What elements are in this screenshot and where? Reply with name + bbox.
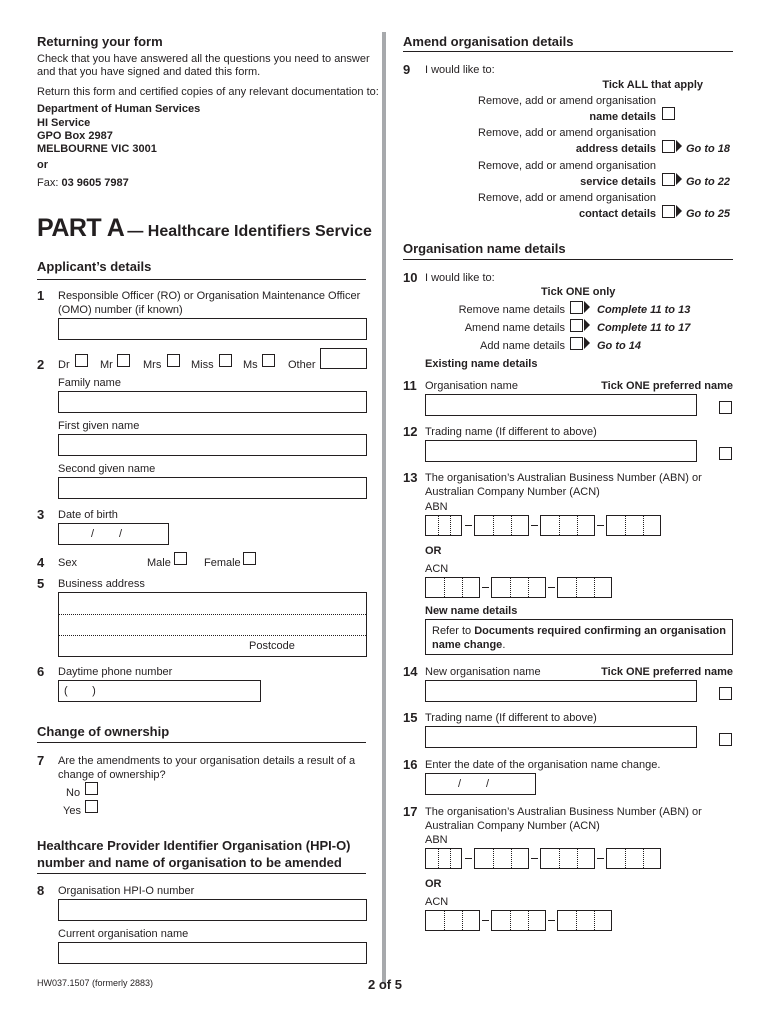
acn2-dash-2 — [548, 920, 555, 921]
hpio-rule — [37, 873, 366, 874]
fax-label: Fax: — [37, 177, 59, 189]
change-date-sep-1: / — [458, 778, 462, 790]
q13-number: 13 — [403, 470, 418, 485]
part-heading — [37, 214, 372, 243]
address-divider-1 — [59, 614, 366, 615]
opt4-line-1: Remove, add or amend organisation — [478, 192, 656, 204]
or-label: or — [37, 159, 48, 171]
abn-input-group-4[interactable] — [606, 515, 661, 536]
no-label: No — [66, 787, 81, 799]
yes-label: Yes — [63, 805, 81, 817]
second-given-name-label: Second given name — [58, 463, 156, 475]
remove-name-checkbox[interactable] — [570, 301, 583, 314]
acn2-input-group-2[interactable] — [491, 910, 546, 931]
title-dr-label: Dr — [58, 359, 70, 371]
arrow-right-icon — [584, 301, 590, 313]
refer-note-link-2: name change — [432, 639, 503, 651]
tick-all-label: Tick ALL that apply — [602, 79, 703, 91]
business-address-input[interactable] — [58, 592, 367, 657]
acn-input-group-1[interactable] — [425, 577, 480, 598]
name-details-title: Organisation name details — [403, 241, 566, 256]
abn-label: ABN — [425, 501, 448, 513]
address-line-1: Department of Human Services — [37, 103, 201, 115]
address-line-2: HI Service — [37, 117, 91, 129]
amend-rule — [403, 51, 733, 52]
title-other-label: Other — [288, 359, 316, 371]
abn2-input-group-4[interactable] — [606, 848, 661, 869]
opt1-line-2: name details — [589, 111, 656, 123]
returning-intro-2: and that you have signed and dated this form. — [37, 66, 261, 78]
tick-one-label: Tick ONE only — [541, 286, 616, 298]
abn2-input-group-3[interactable] — [540, 848, 595, 869]
address-divider-2 — [59, 635, 366, 636]
new-org-name-input[interactable] — [425, 680, 697, 702]
q1-number: 1 — [37, 288, 45, 303]
first-given-name-input[interactable] — [58, 434, 367, 456]
business-address-label: Business address — [58, 578, 145, 590]
dob-sep-1: / — [91, 528, 95, 540]
dob-input[interactable] — [58, 523, 169, 545]
q16-label: Enter the date of the organisation name change. — [425, 759, 661, 771]
q3-number: 3 — [37, 507, 45, 522]
ownership-rule — [37, 742, 366, 743]
title-dr-checkbox[interactable] — [75, 354, 88, 367]
abn-dash-2 — [531, 525, 538, 526]
q13-label-1: The organisation’s Australian Business Number (ABN) or — [425, 472, 702, 484]
existing-name-heading: Existing name details — [425, 358, 538, 370]
abn2-label: ABN — [425, 834, 448, 846]
q17-label-2: Australian Company Number (ACN) — [425, 820, 600, 832]
q14-label: New organisation name — [425, 666, 541, 678]
new-name-heading: New name details — [425, 605, 518, 617]
applicant-rule — [37, 279, 366, 280]
name-details-rule — [403, 259, 733, 260]
page-number: 2 of 5 — [368, 977, 402, 992]
second-given-name-input[interactable] — [58, 477, 367, 499]
amend-name-label: Amend name details — [464, 322, 565, 334]
opt3-line-2: service details — [580, 176, 656, 188]
arrow-right-icon — [676, 140, 682, 152]
return-text: Return this form and certified copies of any relevant documentation to: — [37, 86, 379, 98]
add-name-label: Add name details — [480, 340, 565, 352]
q11-label: Organisation name — [425, 380, 518, 392]
part-subtitle: — Healthcare Identifiers Service — [127, 223, 372, 240]
q7-number: 7 — [37, 753, 45, 768]
q6-number: 6 — [37, 664, 45, 679]
hpio-title-2: number and name of organisation to be amended — [37, 855, 342, 870]
add-name-goto: Go to 14 — [597, 340, 642, 352]
opt4-goto: Go to 25 — [686, 208, 731, 220]
new-org-name-pref-checkbox[interactable] — [719, 687, 732, 700]
returning-title: Returning your form — [37, 34, 163, 49]
acn-input-group-2[interactable] — [491, 577, 546, 598]
phone-input[interactable] — [58, 680, 261, 702]
service-details-checkbox[interactable] — [662, 173, 675, 186]
sex-label: Sex — [58, 557, 77, 569]
current-org-name-label: Current organisation name — [58, 928, 189, 940]
remove-name-goto: Complete 11 to 13 — [597, 304, 691, 316]
title-mrs-label: Mrs — [143, 359, 162, 371]
amend-name-goto: Complete 11 to 17 — [597, 322, 691, 334]
abn2-dash-3 — [597, 858, 604, 859]
or-label-2: OR — [425, 878, 442, 890]
amend-name-checkbox[interactable] — [570, 319, 583, 332]
hpio-number-input[interactable] — [58, 899, 367, 921]
q12-label: Trading name (If different to above) — [425, 426, 597, 438]
q13-label-2: Australian Company Number (ACN) — [425, 486, 600, 498]
no-checkbox[interactable] — [85, 782, 98, 795]
title-other-input[interactable] — [320, 348, 367, 369]
q9-number: 9 — [403, 62, 411, 77]
acn2-label: ACN — [425, 896, 449, 908]
dob-sep-2: / — [119, 528, 123, 540]
q1-label-2: (OMO) number (if known) — [58, 304, 183, 316]
family-name-label: Family name — [58, 377, 121, 389]
q2-number: 2 — [37, 357, 45, 372]
abn2-dash-1 — [465, 858, 472, 859]
q7-label-2: change of ownership? — [58, 769, 166, 781]
phone-area-code: ( ) — [64, 685, 96, 697]
new-trading-name-input[interactable] — [425, 726, 697, 748]
female-label: Female — [204, 557, 241, 569]
acn2-dash-1 — [482, 920, 489, 921]
q14-number: 14 — [403, 664, 418, 679]
acn-dash-2 — [548, 587, 555, 588]
postcode-label: Postcode — [249, 640, 295, 652]
q10-number: 10 — [403, 270, 418, 285]
acn-dash-1 — [482, 587, 489, 588]
name-details-checkbox[interactable] — [662, 107, 675, 120]
address-details-checkbox[interactable] — [662, 140, 675, 153]
q7-label-1: Are the amendments to your organisation details a result of a — [58, 755, 356, 767]
title-mrs-checkbox[interactable] — [167, 354, 180, 367]
opt1-line-1: Remove, add or amend organisation — [478, 95, 656, 107]
abn2-input-group-1[interactable] — [425, 848, 462, 869]
opt2-goto: Go to 18 — [686, 143, 731, 155]
male-label: Male — [147, 557, 171, 569]
opt3-goto: Go to 22 — [686, 176, 731, 188]
refer-note-link-1: Documents required confirming an organisation — [474, 625, 726, 637]
q15-label: Trading name (If different to above) — [425, 712, 597, 724]
applicant-title: Applicant’s details — [37, 259, 152, 274]
yes-checkbox[interactable] — [85, 800, 98, 813]
phone-label: Daytime phone number — [58, 666, 173, 678]
name-change-date-input[interactable] — [425, 773, 536, 795]
arrow-right-icon — [676, 173, 682, 185]
q5-number: 5 — [37, 576, 45, 591]
first-given-name-label: First given name — [58, 420, 140, 432]
acn-input-group-3[interactable] — [557, 577, 612, 598]
q11-tick-pref: Tick ONE preferred name — [601, 380, 733, 392]
add-name-checkbox[interactable] — [570, 337, 583, 350]
q15-number: 15 — [403, 710, 418, 725]
title-mr-label: Mr — [100, 359, 113, 371]
q4-number: 4 — [37, 555, 45, 570]
returning-intro-1: Check that you have answered all the questions you need to answer — [37, 53, 370, 65]
q17-number: 17 — [403, 804, 418, 819]
existing-trading-name-pref-checkbox[interactable] — [719, 447, 732, 460]
existing-org-name-input[interactable] — [425, 394, 697, 416]
acn-label: ACN — [425, 563, 449, 575]
omo-number-input[interactable] — [58, 318, 367, 340]
arrow-right-icon — [584, 319, 590, 331]
family-name-input[interactable] — [58, 391, 367, 413]
abn2-dash-2 — [531, 858, 538, 859]
female-checkbox[interactable] — [243, 552, 256, 565]
q9-label: I would like to: — [425, 64, 495, 76]
opt4-line-2: contact details — [578, 208, 656, 220]
column-divider — [382, 32, 386, 984]
q14-tick-pref: Tick ONE preferred name — [601, 666, 733, 678]
q17-label-1: The organisation’s Australian Business Number (ABN) or — [425, 806, 702, 818]
abn-dash-1 — [465, 525, 472, 526]
q12-number: 12 — [403, 424, 418, 439]
abn-input-group-3[interactable] — [540, 515, 595, 536]
refer-note-suffix: . — [502, 639, 506, 651]
title-ms-checkbox[interactable] — [262, 354, 275, 367]
existing-org-name-pref-checkbox[interactable] — [719, 401, 732, 414]
q16-number: 16 — [403, 757, 418, 772]
remove-name-label: Remove name details — [458, 304, 565, 316]
opt2-line-2: address details — [575, 143, 656, 155]
acn2-input-group-1[interactable] — [425, 910, 480, 931]
address-line-4: MELBOURNE VIC 3001 — [37, 143, 157, 155]
abn-dash-3 — [597, 525, 604, 526]
q8-number: 8 — [37, 883, 45, 898]
title-ms-label: Ms — [243, 359, 258, 371]
new-trading-name-pref-checkbox[interactable] — [719, 733, 732, 746]
title-mr-checkbox[interactable] — [117, 354, 130, 367]
arrow-right-icon — [584, 337, 590, 349]
fax-number: 03 9605 7987 — [61, 177, 129, 189]
change-date-sep-2: / — [486, 778, 490, 790]
abn2-input-group-2[interactable] — [474, 848, 529, 869]
q11-number: 11 — [403, 378, 417, 393]
q10-label: I would like to: — [425, 272, 495, 284]
existing-trading-name-input[interactable] — [425, 440, 697, 462]
q1-label-1: Responsible Officer (RO) or Organisation Maintenance Officer — [58, 290, 361, 302]
arrow-right-icon — [676, 205, 682, 217]
form-code: HW037.1507 (formerly 2883) — [37, 978, 154, 988]
abn-input-group-2[interactable] — [474, 515, 529, 536]
amend-title: Amend organisation details — [403, 34, 574, 49]
acn2-input-group-3[interactable] — [557, 910, 612, 931]
part-title: PART A — [37, 214, 125, 242]
opt3-line-1: Remove, add or amend organisation — [478, 160, 656, 172]
refer-note-box — [425, 619, 733, 655]
address-line-3: GPO Box 2987 — [37, 130, 113, 142]
abn-input-group-1[interactable] — [425, 515, 462, 536]
title-miss-label: Miss — [191, 359, 214, 371]
ownership-title: Change of ownership — [37, 724, 170, 739]
hpio-title-1: Healthcare Provider Identifier Organisation (HPI-O) — [37, 838, 351, 853]
refer-note — [432, 624, 728, 652]
refer-note-prefix: Refer to — [432, 625, 475, 637]
male-checkbox[interactable] — [174, 552, 187, 565]
fax-line — [37, 177, 129, 189]
contact-details-checkbox[interactable] — [662, 205, 675, 218]
or-label-1: OR — [425, 545, 442, 557]
title-miss-checkbox[interactable] — [219, 354, 232, 367]
opt2-line-1: Remove, add or amend organisation — [478, 127, 656, 139]
current-org-name-input[interactable] — [58, 942, 367, 964]
dob-label: Date of birth — [58, 509, 118, 521]
hpio-number-label: Organisation HPI-O number — [58, 885, 195, 897]
